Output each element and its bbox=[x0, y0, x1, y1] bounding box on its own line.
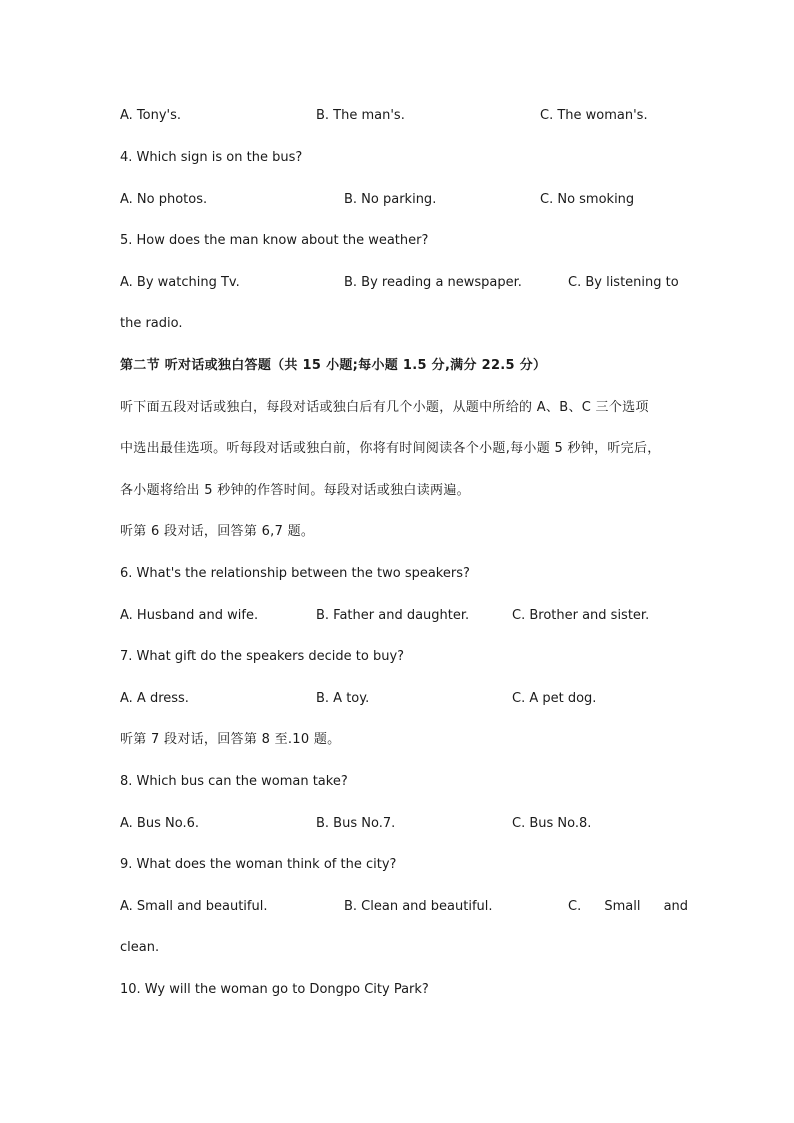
q9-question: 9. What does the woman think of the city? bbox=[120, 857, 397, 872]
q4-option-b: B. No parking. bbox=[344, 192, 437, 207]
instructions-line-2: 中选出最佳选项。听每段对话或独白前，你将有时间阅读各个小题,每小题 5 秒钟，听完后， bbox=[120, 441, 661, 456]
q10-question: 10. Wy will the woman go to Dongpo City Park? bbox=[120, 982, 429, 997]
q8-option-c: C. Bus No.8. bbox=[512, 816, 592, 831]
q3-option-b: B. The man's. bbox=[316, 108, 405, 123]
dialog-7-instruction: 听第 7 段对话，回答第 8 至.10 题。 bbox=[120, 732, 341, 747]
q3-option-a: A. Tony's. bbox=[120, 108, 182, 123]
q3-option-c: C. The woman's. bbox=[540, 108, 648, 123]
dialog-6-instruction: 听第 6 段对话，回答第 6,7 题。 bbox=[120, 524, 315, 539]
q5-question: 5. How does the man know about the weather? bbox=[120, 233, 429, 248]
section-heading: 第二节 听对话或独白答题（共 15 小题;每小题 1.5 分,满分 22.5 分） bbox=[120, 358, 547, 373]
q9-option-a: A. Small and beautiful. bbox=[120, 899, 268, 914]
q5-option-b: B. By reading a newspaper. bbox=[344, 275, 522, 290]
q6-option-a: A. Husband and wife. bbox=[120, 608, 259, 623]
q7-option-a: A. A dress. bbox=[120, 691, 189, 706]
q4-option-a: A. No photos. bbox=[120, 192, 208, 207]
instructions-line-1: 听下面五段对话或独白，每段对话或独白后有几个小题，从题中所给的 A、B、C 三个选项 bbox=[120, 400, 649, 415]
instructions-line-3: 各小题将给出 5 秒钟的作答时间。每段对话或独白读两遍。 bbox=[120, 483, 470, 498]
q8-option-a: A. Bus No.6. bbox=[120, 816, 199, 831]
q9-option-c: C. Small and bbox=[568, 899, 689, 914]
q5-option-c-continued: the radio. bbox=[120, 316, 183, 331]
q4-question: 4. Which sign is on the bus? bbox=[120, 150, 303, 165]
q7-option-b: B. A toy. bbox=[316, 691, 370, 706]
q6-option-c: C. Brother and sister. bbox=[512, 608, 650, 623]
q7-question: 7. What gift do the speakers decide to buy? bbox=[120, 649, 405, 664]
q6-question: 6. What's the relationship between the two speakers? bbox=[120, 566, 470, 581]
q9-option-c-continued: clean. bbox=[120, 940, 160, 955]
q8-option-b: B. Bus No.7. bbox=[316, 816, 396, 831]
q6-option-b: B. Father and daughter. bbox=[316, 608, 470, 623]
q5-option-a: A. By watching Tv. bbox=[120, 275, 240, 290]
q4-option-c: C. No smoking bbox=[540, 192, 635, 207]
q5-option-c: C. By listening to bbox=[568, 275, 679, 290]
q8-question: 8. Which bus can the woman take? bbox=[120, 774, 348, 789]
q9-option-b: B. Clean and beautiful. bbox=[344, 899, 493, 914]
q7-option-c: C. A pet dog. bbox=[512, 691, 597, 706]
